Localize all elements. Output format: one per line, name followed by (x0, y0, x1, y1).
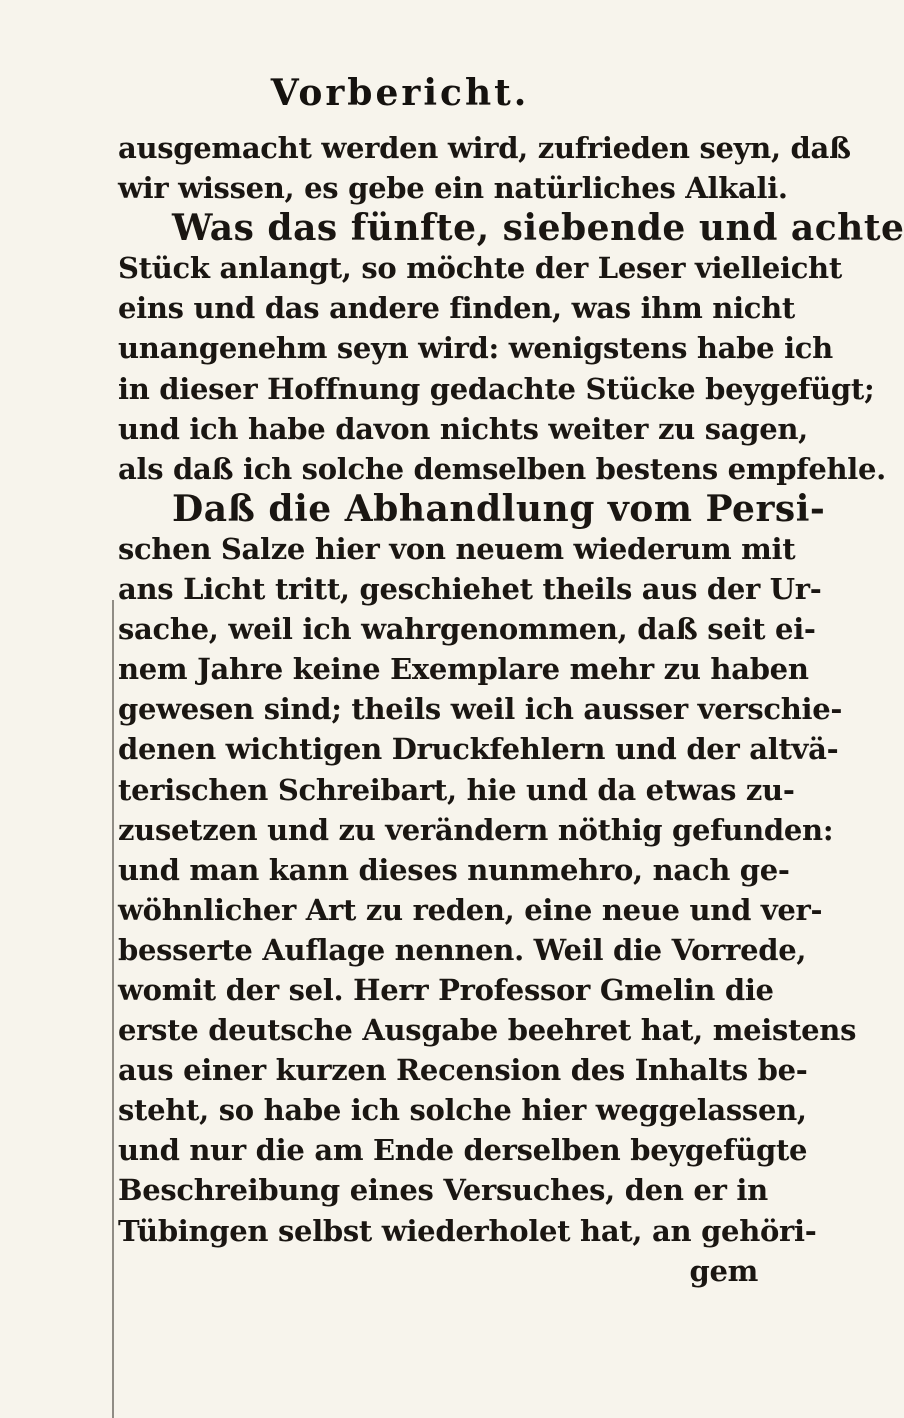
running-head: Vorbericht. (270, 72, 530, 114)
text-line: als daß ich solche demselben bestens empfehle. (118, 451, 886, 486)
body-text (118, 128, 904, 1291)
text-line: steht, so habe ich solche hier weggelassen, (118, 1093, 807, 1128)
text-line: ans Licht tritt, geschiehet theils aus der Ur- (118, 572, 822, 607)
text-line: zusetzen und zu verändern nöthig gefunden: (118, 812, 834, 847)
text-line: und nur die am Ende derselben beygefügte (118, 1133, 808, 1168)
text-line: Was das fünfte, siebende und achte (172, 207, 904, 250)
text-line: nem Jahre keine Exemplare mehr zu haben (118, 652, 809, 687)
text-line: in dieser Hoffnung gedachte Stücke beygefügt; (118, 371, 875, 406)
text-line: eins und das andere finden, was ihm nicht (118, 291, 796, 326)
text-line: und ich habe davon nichts weiter zu sagen, (118, 411, 808, 446)
text-line: und man kann dieses nunmehro, nach ge- (118, 852, 790, 887)
text-line: unangenehm seyn wird: wenigstens habe ich (118, 331, 833, 366)
text-line: Stück anlangt, so möchte der Leser vielleicht (118, 251, 842, 286)
text-line: terischen Schreibart, hie und da etwas zu- (118, 772, 795, 807)
text-line: denen wichtigen Druckfehlern und der altvä- (118, 732, 839, 767)
text-line: schen Salze hier von neuem wiederum mit (118, 531, 796, 566)
text-line: Beschreibung eines Versuches, den er in (118, 1173, 768, 1208)
text-line: erste deutsche Ausgabe beehret hat, meistens (118, 1013, 857, 1048)
catchword: gem (689, 1253, 758, 1288)
gutter-shadow-line (112, 600, 114, 1418)
text-line: aus einer kurzen Recension des Inhalts be- (118, 1053, 808, 1088)
text-line: wöhnlicher Art zu reden, eine neue und ver- (118, 892, 823, 927)
text-line: womit der sel. Herr Professor Gmelin die (118, 972, 774, 1007)
text-line: sache, weil ich wahrgenommen, daß seit ei- (118, 612, 816, 647)
text-line: wir wissen, es gebe ein natürliches Alkali. (118, 171, 788, 206)
text-line: gewesen sind; theils weil ich ausser verschie- (118, 692, 843, 727)
text-line: besserte Auflage nennen. Weil die Vorrede, (118, 932, 807, 967)
text-line: Daß die Abhandlung vom Persi- (172, 487, 826, 530)
text-line: ausgemacht werden wird, zufrieden seyn, daß (118, 131, 851, 165)
text-line: Tübingen selbst wiederholet hat, an gehöri- (118, 1213, 817, 1248)
